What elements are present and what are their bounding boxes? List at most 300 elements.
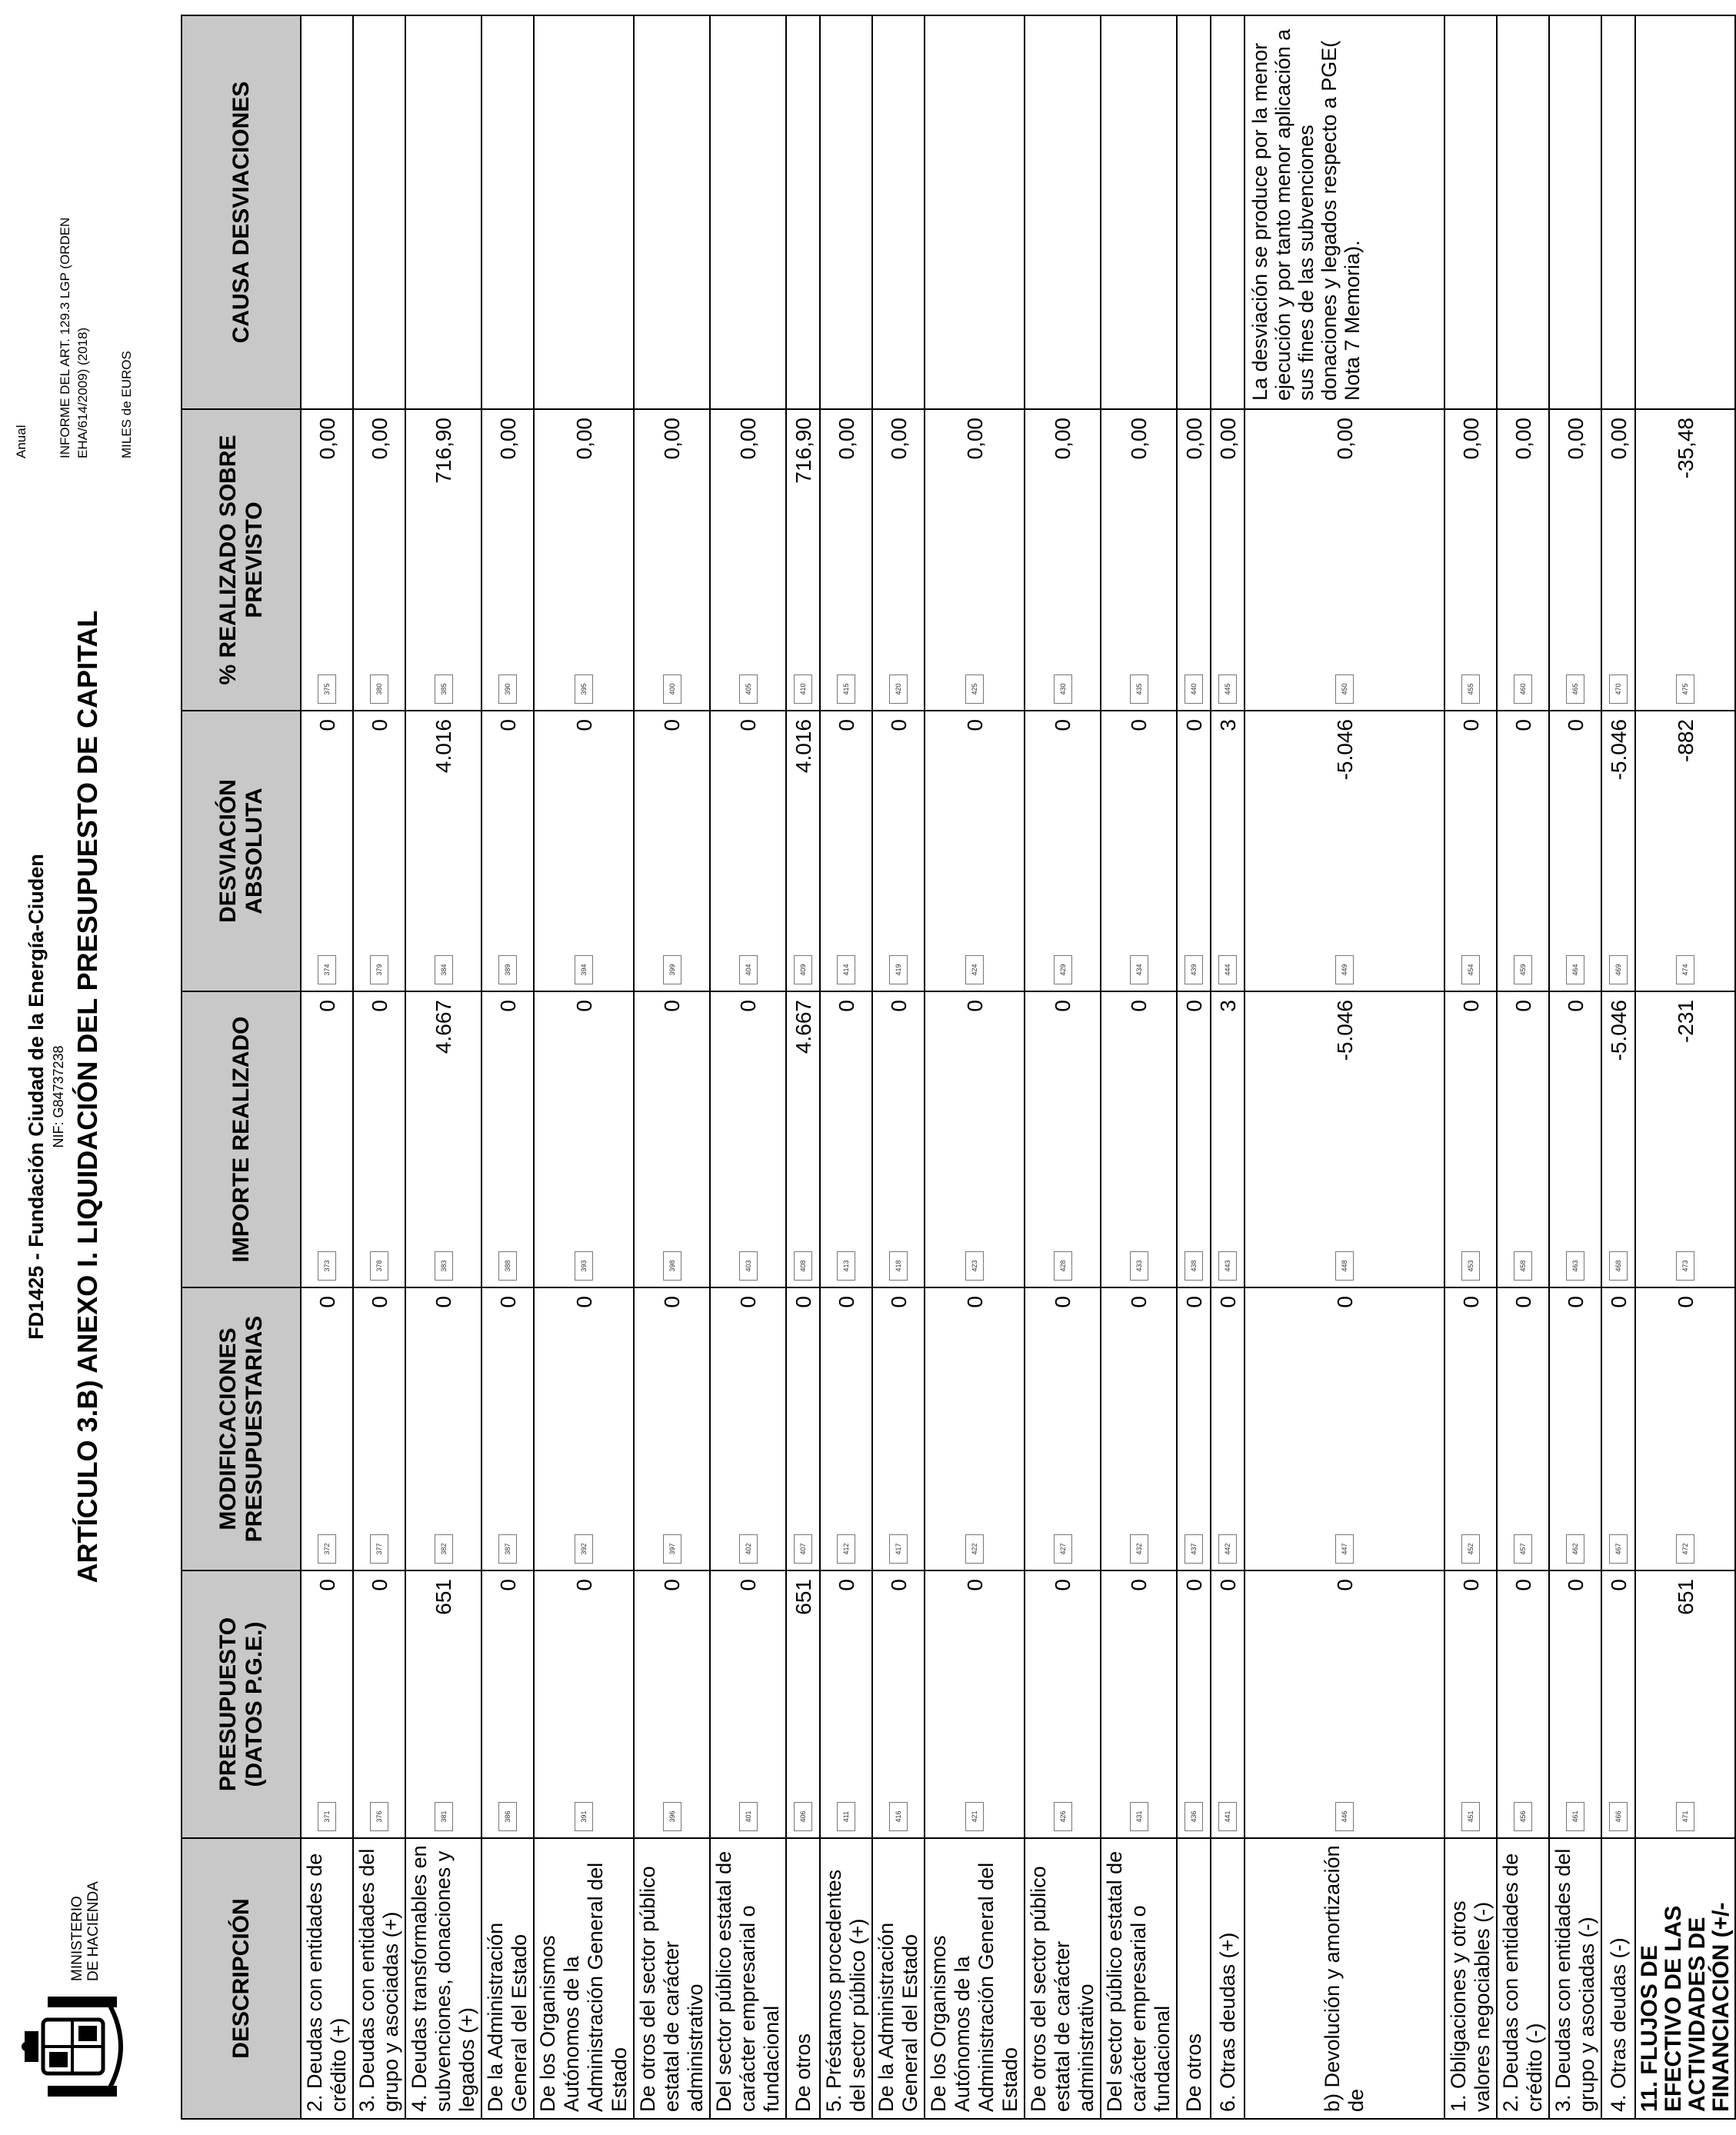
field-code: 387	[498, 1534, 517, 1564]
field-code: 429	[1054, 955, 1072, 984]
value-cell	[301, 1287, 353, 1570]
deviation-cause	[820, 15, 872, 409]
col-header-budget: PRESUPUESTO (DATOS P.G.E.)	[182, 1570, 301, 1838]
amount-value: 0	[571, 1579, 596, 1591]
table-row	[301, 15, 353, 2119]
amount-value: 0,00	[1511, 418, 1535, 460]
document-title: ARTÍCULO 3.B) ANEXO I. LIQUIDACIÓN DEL PRESUPUESTO DE CAPITAL	[72, 610, 103, 1584]
value-cell	[1635, 1287, 1735, 1570]
amount-value: -5.046	[1332, 1000, 1357, 1061]
amount-value: 0,00	[736, 418, 760, 460]
value-cell	[301, 1570, 353, 1838]
field-code: 401	[739, 1802, 758, 1831]
value-cell	[1211, 409, 1245, 711]
value-cell	[1101, 991, 1177, 1287]
field-code: 470	[1609, 674, 1628, 704]
field-code: 458	[1514, 1251, 1532, 1281]
deviation-cause	[534, 15, 634, 409]
value-cell	[405, 1570, 481, 1838]
value-cell	[1635, 409, 1735, 711]
row-description: 1. Obligaciones y otros valores negociables (-)	[1444, 1838, 1497, 2119]
value-cell	[1549, 409, 1601, 711]
col-header-realized: IMPORTE REALIZADO	[182, 991, 301, 1287]
value-cell	[1601, 991, 1635, 1287]
field-code: 405	[739, 674, 758, 704]
value-cell	[301, 991, 353, 1287]
table-row	[1101, 15, 1177, 2119]
value-cell	[1211, 991, 1245, 1287]
amount-value: 0	[315, 719, 339, 731]
amount-value: 0	[1215, 1296, 1240, 1308]
capital-budget-table	[181, 15, 1736, 2120]
amount-value: 0	[834, 1000, 858, 1012]
table-row	[820, 15, 872, 2119]
row-description: De la Administración General del Estado	[481, 1838, 534, 2119]
field-code: 399	[663, 955, 681, 984]
deviation-cause	[786, 15, 820, 409]
field-code: 445	[1218, 674, 1237, 704]
value-cell	[1025, 991, 1101, 1287]
amount-value: 0	[315, 1296, 339, 1308]
row-description: Del sector público estatal de carácter empresarial o fundacional	[710, 1838, 786, 2119]
row-description: 11. FLUJOS DE EFECTIVO DE LAS ACTIVIDADES DE FINANCIACIÓN (+/-	[1635, 1838, 1735, 2119]
amount-value: 651	[432, 1579, 455, 1615]
field-code: 412	[837, 1534, 855, 1564]
field-code: 444	[1218, 955, 1237, 984]
value-cell	[1444, 711, 1497, 991]
field-code: 380	[370, 674, 388, 704]
table-row	[872, 15, 925, 2119]
deviation-cause	[1635, 15, 1735, 409]
report-info	[12, 20, 135, 458]
amount-value: 0	[1511, 719, 1535, 731]
value-cell	[1245, 409, 1444, 711]
field-code: 417	[889, 1534, 908, 1564]
deviation-cause	[405, 15, 481, 409]
value-cell	[1177, 991, 1211, 1287]
amount-value: 0	[886, 1296, 911, 1308]
amount-value: 0	[367, 1296, 392, 1308]
amount-value: 0	[495, 719, 520, 731]
col-header-deviation: DESVIACIÓN ABSOLUTA	[182, 711, 301, 991]
table-row	[1177, 15, 1211, 2119]
value-cell	[634, 409, 710, 711]
amount-value: 0	[432, 1296, 455, 1308]
amount-value: 0	[315, 1000, 339, 1012]
value-cell	[405, 991, 481, 1287]
table-row	[1025, 15, 1101, 2119]
value-cell	[1601, 711, 1635, 991]
amount-value: 0,00	[495, 418, 520, 460]
field-code: 419	[889, 955, 908, 984]
value-cell	[786, 409, 820, 711]
table-row	[1497, 15, 1549, 2119]
deviation-cause	[1497, 15, 1549, 409]
field-code: 431	[1130, 1802, 1148, 1831]
value-cell	[1497, 711, 1549, 991]
value-cell	[1177, 1287, 1211, 1570]
field-code: 467	[1609, 1534, 1628, 1564]
amount-value: 0	[1511, 1579, 1535, 1591]
amount-value: 0,00	[1215, 418, 1240, 460]
field-code: 436	[1185, 1802, 1203, 1831]
amount-value: 0	[1563, 1296, 1588, 1308]
value-cell	[1444, 991, 1497, 1287]
amount-value: 0	[1511, 1296, 1535, 1308]
field-code: 464	[1566, 955, 1584, 984]
amount-value: 0	[660, 1296, 684, 1308]
value-cell	[481, 1287, 534, 1570]
field-code: 448	[1335, 1251, 1354, 1281]
amount-value: 0	[660, 719, 684, 731]
amount-value: 0	[736, 1000, 760, 1012]
amount-value: 0	[1511, 1000, 1535, 1012]
field-code: 418	[889, 1251, 908, 1281]
value-cell	[1245, 1570, 1444, 1838]
amount-value: 0	[962, 1000, 987, 1012]
ministry-line-2: DE HACIENDA	[85, 1881, 102, 1981]
field-code: 385	[435, 674, 453, 704]
field-code: 460	[1514, 674, 1532, 704]
amount-value: 0	[736, 1296, 760, 1308]
deviation-cause	[925, 15, 1025, 409]
field-code: 393	[575, 1251, 593, 1281]
value-cell	[534, 991, 634, 1287]
field-code: 435	[1130, 674, 1148, 704]
table-row	[534, 15, 634, 2119]
field-code: 469	[1609, 955, 1628, 984]
table-row	[786, 15, 820, 2119]
field-code: 410	[794, 674, 812, 704]
row-description: 4. Otras deudas (-)	[1601, 1838, 1635, 2119]
value-cell	[872, 1287, 925, 1570]
field-code: 434	[1130, 955, 1148, 984]
amount-value: 0	[1181, 1579, 1206, 1591]
deviation-cause	[1444, 15, 1497, 409]
field-code: 474	[1676, 955, 1694, 984]
value-cell	[1025, 409, 1101, 711]
amount-value: 4.016	[791, 719, 815, 774]
value-cell	[1245, 1287, 1444, 1570]
row-description: De la Administración General del Estado	[872, 1838, 925, 2119]
value-cell	[925, 991, 1025, 1287]
field-code: 411	[837, 1802, 855, 1831]
field-code: 371	[318, 1802, 336, 1831]
amount-value: 0	[1606, 1579, 1631, 1591]
amount-value: 0	[571, 1000, 596, 1012]
value-cell	[1635, 1570, 1735, 1838]
field-code: 425	[965, 674, 984, 704]
value-cell	[634, 1570, 710, 1838]
value-cell	[820, 409, 872, 711]
value-cell	[634, 991, 710, 1287]
value-cell	[1025, 711, 1101, 991]
amount-value: 651	[1673, 1579, 1698, 1615]
col-header-cause: CAUSA DESVIACIONES	[182, 15, 301, 409]
value-cell	[1601, 409, 1635, 711]
amount-value: 0,00	[1127, 418, 1151, 460]
report-reference-1: INFORME DEL ART. 129.3 LGP (ORDEN	[58, 217, 72, 458]
document-header	[23, 520, 105, 1674]
deviation-cause	[353, 15, 405, 409]
field-code: 414	[837, 955, 855, 984]
field-code: 392	[575, 1534, 593, 1564]
deviation-cause	[634, 15, 710, 409]
amount-value: 4.667	[791, 1000, 815, 1054]
field-code: 428	[1054, 1251, 1072, 1281]
amount-value: 0,00	[1563, 418, 1588, 460]
value-cell	[872, 711, 925, 991]
amount-value: 0	[1051, 1000, 1075, 1012]
value-cell	[405, 711, 481, 991]
value-cell	[1497, 991, 1549, 1287]
value-cell	[820, 1287, 872, 1570]
value-cell	[1497, 1287, 1549, 1570]
amount-value: 0	[1181, 719, 1206, 731]
field-code: 440	[1185, 674, 1203, 704]
value-cell	[786, 711, 820, 991]
amount-value: 0	[1181, 1000, 1206, 1012]
amount-value: 0	[495, 1579, 520, 1591]
field-code: 390	[498, 674, 517, 704]
field-code: 455	[1461, 674, 1480, 704]
amount-value: 0	[1127, 719, 1151, 731]
field-code: 416	[889, 1802, 908, 1831]
value-cell	[301, 711, 353, 991]
amount-value: 0	[962, 719, 987, 731]
amount-value: 0	[962, 1296, 987, 1308]
table-row	[1211, 15, 1245, 2119]
value-cell	[481, 711, 534, 991]
value-cell	[405, 409, 481, 711]
field-code: 472	[1676, 1534, 1694, 1564]
value-cell	[634, 711, 710, 991]
deviation-cause	[1177, 15, 1211, 409]
value-cell	[534, 1287, 634, 1570]
value-cell	[1211, 1570, 1245, 1838]
row-description: 2. Deudas con entidades de crédito (-)	[1497, 1838, 1549, 2119]
field-code: 406	[794, 1802, 812, 1831]
amount-value: 0,00	[315, 418, 339, 460]
amount-value: 0	[1332, 1296, 1357, 1308]
value-cell	[301, 409, 353, 711]
value-cell	[925, 409, 1025, 711]
field-code: 382	[435, 1534, 453, 1564]
field-code: 446	[1335, 1802, 1354, 1831]
row-description: 5. Préstamos procedentes del sector público (+)	[820, 1838, 872, 2119]
table-row	[925, 15, 1025, 2119]
field-code: 415	[837, 674, 855, 704]
deviation-cause	[301, 15, 353, 409]
amount-value: 0	[886, 1000, 911, 1012]
amount-value: 0	[367, 719, 392, 731]
deviation-cause	[872, 15, 925, 409]
amount-value: 0,00	[571, 418, 596, 460]
table-row	[405, 15, 481, 2119]
value-cell	[1549, 1287, 1601, 1570]
value-cell	[353, 991, 405, 1287]
value-cell	[925, 1287, 1025, 1570]
deviation-cause	[1101, 15, 1177, 409]
value-cell	[872, 1570, 925, 1838]
value-cell	[1549, 1570, 1601, 1838]
report-reference-2: EHA/614/2009) (2018)	[75, 327, 90, 458]
table-row	[1549, 15, 1601, 2119]
field-code: 475	[1676, 674, 1694, 704]
field-code: 374	[318, 955, 336, 984]
amount-value: 0	[1563, 1579, 1588, 1591]
value-cell	[481, 991, 534, 1287]
field-code: 398	[663, 1251, 681, 1281]
value-cell	[534, 1570, 634, 1838]
value-cell	[1601, 1287, 1635, 1570]
field-code: 449	[1335, 955, 1354, 984]
table-row	[634, 15, 710, 2119]
deviation-cause	[1025, 15, 1101, 409]
field-code: 409	[794, 955, 812, 984]
row-description: De otros	[1177, 1838, 1211, 2119]
table-row	[481, 15, 534, 2119]
amount-value: 0	[660, 1579, 684, 1591]
value-cell	[1025, 1287, 1101, 1570]
amount-value: 0	[367, 1579, 392, 1591]
field-code: 463	[1566, 1251, 1584, 1281]
deviation-cause	[1601, 15, 1635, 409]
field-code: 437	[1185, 1534, 1203, 1564]
field-code: 461	[1566, 1802, 1584, 1831]
amount-value: -35,48	[1673, 418, 1698, 479]
amount-value: 0,00	[1051, 418, 1075, 460]
value-cell	[820, 1570, 872, 1838]
field-code: 452	[1461, 1534, 1480, 1564]
field-code: 439	[1185, 955, 1203, 984]
amount-value: 0	[834, 1296, 858, 1308]
value-cell	[1444, 1287, 1497, 1570]
field-code: 466	[1609, 1802, 1628, 1831]
value-cell	[1635, 991, 1735, 1287]
field-code: 384	[435, 955, 453, 984]
field-code: 462	[1566, 1534, 1584, 1564]
amount-value: 0,00	[834, 418, 858, 460]
value-cell	[710, 1570, 786, 1838]
amount-value: -5.046	[1332, 719, 1357, 781]
value-cell	[1601, 1570, 1635, 1838]
table-row	[1444, 15, 1497, 2119]
amount-value: -231	[1673, 1000, 1698, 1044]
amount-value: 0	[886, 1579, 911, 1591]
row-description: 2. Deudas con entidades de crédito (+)	[301, 1838, 353, 2119]
field-code: 400	[663, 674, 681, 704]
amount-value: 0	[1606, 1296, 1631, 1308]
value-cell	[1101, 1570, 1177, 1838]
value-cell	[872, 991, 925, 1287]
report-period: Anual	[14, 425, 28, 458]
field-code: 426	[1054, 1802, 1072, 1831]
field-code: 403	[739, 1251, 758, 1281]
amount-value: 0	[1127, 1296, 1151, 1308]
field-code: 378	[370, 1251, 388, 1281]
currency-units: MILES de EUROS	[119, 351, 134, 458]
table-row	[353, 15, 405, 2119]
amount-value: 0	[1127, 1579, 1151, 1591]
entity-name: FD1425 - Fundación Ciudad de la Energía-Ciuden	[25, 854, 48, 1340]
field-code: 473	[1676, 1251, 1694, 1281]
row-description: 3. Deudas con entidades del grupo y asociadas (-)	[1549, 1838, 1601, 2119]
field-code: 375	[318, 674, 336, 704]
field-code: 395	[575, 674, 593, 704]
amount-value: 0,00	[1332, 418, 1357, 460]
value-cell	[820, 711, 872, 991]
value-cell	[925, 711, 1025, 991]
amount-value: 3	[1215, 1000, 1240, 1012]
value-cell	[1101, 409, 1177, 711]
field-code: 420	[889, 674, 908, 704]
value-cell	[405, 1287, 481, 1570]
deviation-cause	[710, 15, 786, 409]
value-cell	[1549, 711, 1601, 991]
amount-value: 0,00	[962, 418, 987, 460]
value-cell	[1635, 711, 1735, 991]
field-code: 442	[1218, 1534, 1237, 1564]
field-code: 389	[498, 955, 517, 984]
amount-value: -5.046	[1606, 1000, 1631, 1061]
amount-value: 0	[367, 1000, 392, 1012]
amount-value: 0	[736, 719, 760, 731]
value-cell	[634, 1287, 710, 1570]
amount-value: 0,00	[1181, 418, 1206, 460]
field-code: 404	[739, 955, 758, 984]
row-description: 3. Deudas con entidades del grupo y asociadas (+)	[353, 1838, 405, 2119]
row-description: De otros	[786, 1838, 820, 2119]
amount-value: 0	[1181, 1296, 1206, 1308]
field-code: 376	[370, 1802, 388, 1831]
amount-value: 4.016	[432, 719, 455, 774]
amount-value: 0	[315, 1579, 339, 1591]
col-header-description: DESCRIPCIÓN	[182, 1838, 301, 2119]
value-cell	[534, 711, 634, 991]
table-row	[1635, 15, 1735, 2119]
field-code: 413	[837, 1251, 855, 1281]
field-code: 468	[1609, 1251, 1628, 1281]
value-cell	[1245, 711, 1444, 991]
amount-value: 0,00	[886, 418, 911, 460]
amount-value: 0	[495, 1296, 520, 1308]
amount-value: 651	[791, 1579, 815, 1615]
value-cell	[1497, 409, 1549, 711]
amount-value: 0	[660, 1000, 684, 1012]
field-code: 430	[1054, 674, 1072, 704]
value-cell	[534, 409, 634, 711]
amount-value: 0	[1673, 1296, 1698, 1308]
field-code: 408	[794, 1251, 812, 1281]
field-code: 456	[1514, 1802, 1532, 1831]
field-code: 423	[965, 1251, 984, 1281]
value-cell	[1497, 1570, 1549, 1838]
row-description: 6. Otras deudas (+)	[1211, 1838, 1245, 2119]
field-code: 447	[1335, 1534, 1354, 1564]
field-code: 433	[1130, 1251, 1148, 1281]
amount-value: 716,90	[791, 418, 815, 484]
amount-value: 0	[495, 1000, 520, 1012]
amount-value: 0	[886, 719, 911, 731]
field-code: 457	[1514, 1534, 1532, 1564]
value-cell	[1245, 991, 1444, 1287]
amount-value: 0	[736, 1579, 760, 1591]
amount-value: 0,00	[1458, 418, 1483, 460]
value-cell	[710, 991, 786, 1287]
value-cell	[353, 409, 405, 711]
value-cell	[710, 409, 786, 711]
